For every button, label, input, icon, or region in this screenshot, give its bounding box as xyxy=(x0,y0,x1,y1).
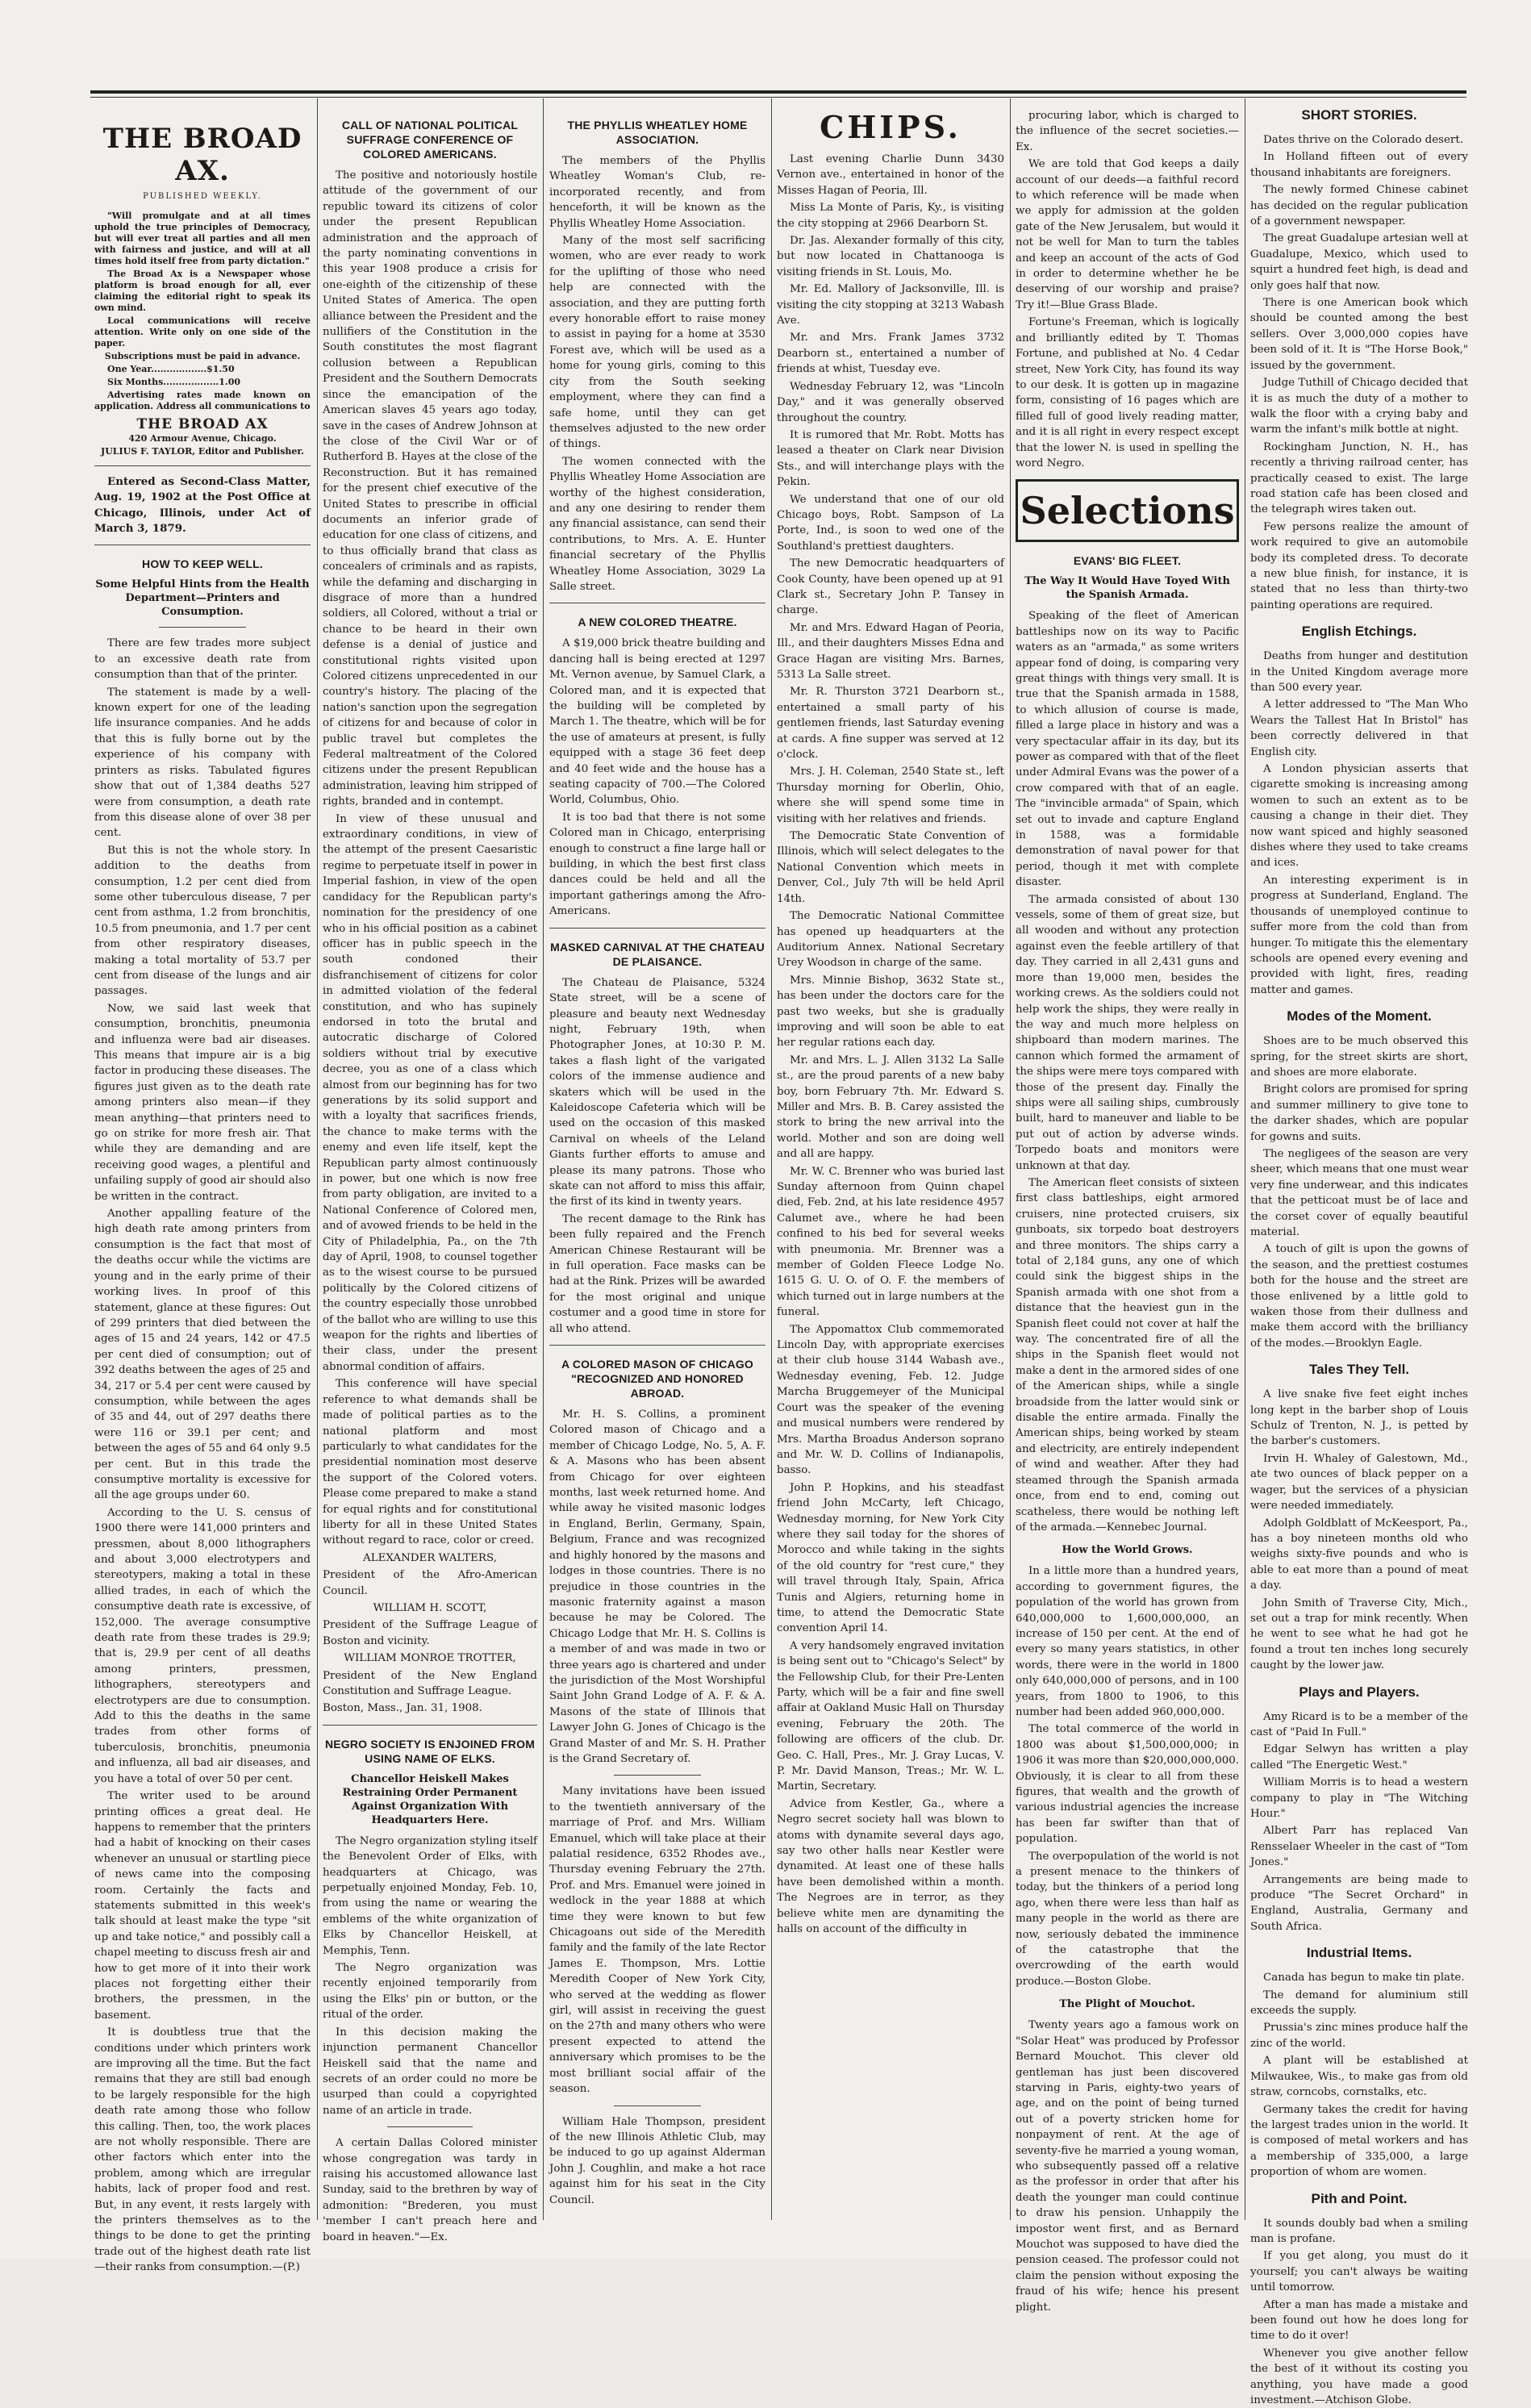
paragraph: The Democratic National Committee has opened up headquarters at the Auditorium Annex. National Secretary Urey Woodson in charge of the same. xyxy=(777,910,1004,970)
paragraph: Deaths from hunger and destitution in the United Kingdom average more than 500 every year. xyxy=(1250,650,1468,694)
paragraph: Many invitations have been issued to the twentieth anniversary of the marriage of Prof. and Mrs. William Emanuel, which will take place at their palatial residence, 6352 Rhodes ave., Thursday evening February the 27th. Prof. and Mrs. Emanuel were joined in wedlock in the year 1888 at which time they were known to but few Chicagoans out side of the Meredith family and the family of the late Rector James E. Thompson, Mrs. Lottie Meredith Cooper of New York City, who served at the wedding as flower girl, will assist in receiving the guest on the 27th and many others who were present expected to attend the anniversary which promises to be the most brilliant social affair of the season. xyxy=(549,1785,766,2096)
signature-name: WILLIAM MONROE TROTTER, xyxy=(344,1652,516,1665)
separator xyxy=(614,2105,700,2106)
paragraph: Dates thrive on the Colorado desert. xyxy=(1263,134,1463,146)
paragraph: Germany takes the credit for having the largest trades union in the world. It is composed of metal workers and has a membership of 335,000, a large proportion of whom are women. xyxy=(1250,2103,1468,2179)
masthead-info: The Broad Ax is a Newspaper whose platform is broad enough for all, ever claiming the editorial right to speak its own mind. xyxy=(94,269,311,314)
paragraph: This conference will have special reference to what demands shall be made of political parties as to the national platform and most particularly to what candidates for the presidential nomination most deserve the support of the Colored voters. Please come prepared to make a stand for equal rights and for constitutional liberty for all in these United States without regard to race, color or creed. xyxy=(323,1378,537,1547)
article-headline: A NEW COLORED THEATRE. xyxy=(578,616,737,629)
paragraph: The total commerce of the world in 1800 was about $1,500,000,000; in 1906 it was more than $20,000,000,000. Obviously, it is clear to all from these figures, that wealth and the growth of various industrial agencies the increase has been far swifter than that of population. xyxy=(1016,1723,1239,1846)
masthead-editor: JULIUS F. TAYLOR, Editor and Publisher. xyxy=(100,445,304,457)
paragraph: Judge Tuthill of Chicago decided that it is as much the duty of a mother to walk the floor with a crying baby and warm the infant's milk bottle at night. xyxy=(1250,377,1468,436)
paragraph: An interesting experiment is in progress at Sunderland, England. The thousands of unemployed continue to suffer more from the cold than from hunger. To mitigate this the elementary schools are opened every evening and provided with light, fires, reading matter and games. xyxy=(1250,874,1468,996)
paragraph: The recent damage to the Rink has been fully repaired and the French American Chinese Restaurant will be in full operation. Face masks can be had at the Rink. Prizes will be awarded for the most original and unique costumer and a good time in store for all who attend. xyxy=(549,1212,766,1335)
paragraph: According to the U. S. census of 1900 there were 141,000 printers and pressmen, about 8,000 lithographers and about 3,000 electrotypers and stereotypers, making a total in these allied trades, in each of which the consumptive death rate is excessive, of 152,000. The average consumptive death rate from these trades is 29.9; that is, 29.9 per cent of all deaths among printers, pressmen, lithographers, stereotypers and electrotypers are due to consumption. Add to this the deaths in the same trades from other forms of tuberculosis, bronchitis, pneumonia and influenza, all bad air diseases, and you have a total of over 50 per cent. xyxy=(94,1506,311,1785)
selections-title: Selections xyxy=(1020,489,1235,533)
paragraph: Now, we said last week that consumption, bronchitis, pneumonia and influenza were bad air diseases. This means that impure air is a big factor in producing these diseases. The figures just given as to the death rate among printers also mean—if they mean anything—that printers need to go on strike for more fresh air. That while they are demanding and are receiving good wages, a plentiful and unfailing supply of good air should also be written in the contract. xyxy=(94,1002,311,1203)
paragraph: Mr. and Mrs. Frank James 3732 Dearborn st., entertained a number of friends at whist, Tuesday eve. xyxy=(777,332,1004,376)
paragraph: Mr. R. Thurston 3721 Dearborn st., entertained a small party of his gentlemen friends, last Saturday evening at cards. A fine supper was served at 12 o'clock. xyxy=(777,686,1004,762)
paragraph: Wednesday February 12, was "Lincoln Day," and it was generally observed throughout the country. xyxy=(777,380,1004,424)
paragraph: Twenty years ago a famous work on "Solar Heat" was produced by Professor Bernard Mouchot. This clever old gentleman has just been discovered starving in Paris, eighty-two years of age, and on the point of being turned out of a poverty stricken home for nonpayment of rent. At the age of seventy-five he married a young woman, who subsequently passed off a relative as the professor in order that after his death the younger man could continue to draw his pension. Unhappily the impostor went first, and as Bernard Mouchot was supposed to have died the pension ceased. The professor could not claim the pension without exposing the fraud of his wife; hence his present plight. xyxy=(1016,2019,1239,2314)
separator xyxy=(549,928,766,929)
section-headline: SHORT STORIES. xyxy=(1301,107,1417,123)
signature-title: President of the Suffrage League of Boston and vicinity. xyxy=(323,1619,537,1647)
section-title-chips: CHIPS. xyxy=(820,109,962,145)
paragraph: A certain Dallas Colored minister whose congregation was tardy in raising his accustomed allowance last Sunday, said to the brethren by way of admonition: "Brederen, you must 'member I can't preach here and board in heaven."—Ex. xyxy=(323,2137,537,2243)
article-headline: MASKED CARNIVAL AT THE CHATEAU DE PLAISANCE. xyxy=(550,940,765,968)
signature-title: President of the New England Constitution and Suffrage League. xyxy=(323,1669,537,1697)
column-rule xyxy=(1010,98,1011,2220)
masthead-entered: Entered as Second-Class Matter, Aug. 19, 1902 at the Post Office at Chicago, Illinois, under Act of March 3, 1879. xyxy=(94,474,311,536)
paragraph: Mr. W. C. Brenner who was buried last Sunday afternoon from Quinn chapel died, Feb. 2nd, at his late residence 4957 Calumet ave., where he had been confined to his bed for several weeks with pneumonia. Mr. Brenner was a member of Golden Fleece Lodge No. 1615 G. U. O. of O. F. the members of which turned out in large numbers at the funeral. xyxy=(777,1165,1004,1319)
column-2 xyxy=(323,105,537,2243)
paragraph: The positive and notoriously hostile attitude of the government of our republic toward its citizens of color under the present Republican administration and the approach of the party nominating conventions in this year 1908 produce a crisis for one-eighth of the citizenship of these United States of America. The open alliance between the President and the nullifiers of the Constitution in the South constitutes the most flagrant collusion between a Republican President and the Southern Democrats since the emancipation of the American slaves 45 years ago today, save in the cases of Andrew Johnson at the close of the Civil War or of Rutherford B. Hayes at the close of the Reconstruction. But it has remained for the present chief executive of the United States to prescribe in official documents an inferior grade of education for one class of citizens, and to thus officially brand that class as concealers of criminals and as rapists, while the defaming and discharging in disgrace of more than a hundred soldiers, all Colored, without a trial or chance to be heard in their own defense is a denial of justice and constitutional rights visited upon Colored citizens unprecedented in our country's history. The placing of the nation's sanction upon the segregation of citizens for and because of color in public travel but completes the Federal maltreatment of the Colored citizens under the present Republican administration, leaving him stripped of rights, branded and in contempt. xyxy=(323,169,537,808)
separator xyxy=(159,627,245,628)
paragraph: Shoes are to be much observed this spring, for the street skirts are short, and shoes are more elaborate. xyxy=(1250,1035,1468,1079)
paragraph: We are told that God keeps a daily account of our deeds—a faithful record to which reference will be made when we apply for admission at the golden gate of the New Jerusalem, but would it not be well for Man to turn the tables and keep an account of the acts of God in order to determine whether he be deserving of our worship and praise? Try it!—Blue Grass Blade. xyxy=(1016,158,1239,311)
paragraph: Albert Parr has replaced Van Rensselaer Wheeler in the cast of "Tom Jones." xyxy=(1250,1825,1468,1869)
article-headline: CALL OF NATIONAL POLITICAL SUFFRAGE CONFERENCE OF COLORED AMERICANS. xyxy=(341,119,519,161)
separator xyxy=(614,1775,700,1776)
paragraph: After a man has made a mistake and been found out how he does long for time to do it over! xyxy=(1250,2298,1468,2343)
paragraph: Another appalling feature of the high death rate among printers from consumption is the fact that most of the deaths occur while the victims are young and in the early prime of their working lives. In proof of this statement, glance at these figures: Out of 299 printers that died between the ages of 15 and 24 years, 142 or 47.5 per cent died of consumption; out of 392 deaths between the ages of 25 and 34, 217 or 5.4 per cent were caused by consumption, while between the ages of 35 and 44, out of 297 deaths there were 116 or 39.1 per cent; and between the ages of 55 and 64 only 9.5 per cent. But in this trade the consumptive mortality is excessive for all the age groups under 60. xyxy=(94,1208,311,1502)
article-subhead: Some Helpful Hints from the Health Department—Printers and Consumption. xyxy=(95,578,310,619)
paragraph: The women connected with the Phyllis Wheatley Home Association are worthy of the highest consideration, and any one desiring to render them any financial assistance, can send their contributions, to Mrs. A. E. Hunter financial secretary of the Phyllis Wheatley Home Association, 3029 La Salle street. xyxy=(549,455,766,593)
paragraph: Amy Ricard is to be a member of the cast of "Paid In Full." xyxy=(1250,1710,1468,1738)
column-5 xyxy=(1016,105,1240,2314)
paragraph: The great Guadalupe artesian well at Guadalupe, Mexico, which used to squirt a hundred feet high, is dead and only goes half that now. xyxy=(1250,232,1468,292)
paragraph: Canada has begun to make tin plate. xyxy=(1263,1972,1465,1984)
top-rule-thin xyxy=(90,97,1466,98)
paragraph: A London physician asserts that cigarette smoking is increasing among women to such an extent as to be causing a change in their diet. They now want spiced and highly seasoned dishes where they used to take creams and ices. xyxy=(1250,763,1468,870)
paragraph: John P. Hopkins, and his steadfast friend John McCarty, left Chicago, Wednesday morning, for New York City where they sail today for the shores of Morocco and while taking in the sights of the old country for "rest cure," they will travel through Italy, Spain, Africa Tunis and Algiers, returning home in time, to attend the Democratic State convention April 14. xyxy=(777,1481,1004,1635)
article-subhead: The Way It Would Have Toyed With the Spanish Armada. xyxy=(1024,575,1230,602)
paragraph: It is rumored that Mr. Robt. Motts has leased a theater on Clark near Division Sts., and will interchange plays with the Pekin. xyxy=(777,428,1004,489)
paragraph: The Appomattox Club commemorated Lincoln Day, with appropriate exercises at their club house 3144 Wabash ave., Wednesday evening, Feb. 12. Judge Marcha Bruggemeyer of the Municipal Court was the speaker of the evening and musical numbers were rendered by Mrs. Martha Broadus Anderson soprano and Mr. W. D. Collins of Indianapolis, basso. xyxy=(777,1323,1004,1477)
signature-title: President of the Afro-American Council. xyxy=(323,1569,537,1597)
masthead-info: Subscriptions must be paid in advance. xyxy=(104,351,301,362)
column-rule xyxy=(317,98,318,2220)
article-headline: NEGRO SOCIETY IS ENJOINED FROM USING NAME OF ELKS. xyxy=(324,1737,536,1765)
paragraph: Bright colors are promised for spring and summer millinery to give tone to the darker shades, which are popular for gowns and suits. xyxy=(1250,1083,1468,1143)
paragraph: A letter addressed to "The Man Who Wears the Tallest Hat In Bristol" has been correctly delivered in that English city. xyxy=(1250,699,1468,758)
section-headline: Plays and Players. xyxy=(1299,1684,1420,1700)
paragraph: In view of these unusual and extraordinary conditions, in view of the attempt of the present Caesaristic regime to perpetuate itself in power in Imperial fashion, in view of the open candidacy for the Republican party's nomination for the presidency of one who in his official position as a cabinet officer has in public speech in the south condoned their disfranchisement of citizens for color in admitted violation of the federal constitution, and who has supinely endorsed in toto the brutal and autocratic discharge of Colored soldiers without trial by executive decree, you as one of a class which almost from our beginning has for two generations by its solid support and with a loyalty that sacrifices friends, the chance to make terms with the enemy and even life itself, kept the Republican party almost continuously in power, but one which is now free from party obligation, are invited to a National Conference of Colored men, and of avowed friends to be held in the City of Philadelphia, Pa., on the 7th day of April, 1908, to counsel together as to the wisest course to be pursued politically by the Colored citizens of the country especially those unrobbed of the ballot who are willing to use this weapon for the rights and liberties of their class, under the present abnormal condition of affairs. xyxy=(323,812,537,1373)
top-rule xyxy=(90,90,1466,94)
column-3 xyxy=(549,105,766,2210)
paragraph: Edgar Selwyn has written a play called "The Energetic West." xyxy=(1250,1743,1468,1772)
article-headline: The Plight of Mouchot. xyxy=(1059,1998,1195,2011)
masthead-rate: One Year..................$1.50 xyxy=(107,364,235,375)
paragraph: Whenever you give another fellow the best of it without its costing you anything, you have made a good investment.—Atchison Globe. xyxy=(1250,2347,1468,2406)
paragraph: William Hale Thompson, president of the new Illinois Athletic Club, may be induced to go up against Alderman John J. Coughlin, and make a hot race against him for his seat in the City Council. xyxy=(549,2115,766,2206)
paragraph: A plant will be established at Milwaukee, Wis., to make gas from old straw, corncobs, cornstalks, etc. xyxy=(1250,2055,1468,2099)
paragraph: But this is not the whole story. In addition to the deaths from consumption, 1.2 per cent died from some other tuberculous disease, 7 per cent from asthma, 1.2 from bronchitis, 10.5 from pneumonia, and 1.7 per cent from other respiratory diseases, making a total mortality of 53.7 per cent from disease of the lungs and air passages. xyxy=(94,844,311,998)
masthead-title-small: THE BROAD AX xyxy=(136,416,269,433)
paragraph: Speaking of the fleet of American battleships now on its way to Pacific waters as an "armada," as some writers appear fond of doing, is comparing very great things with things very small. It is true that the Spanish armada in 1588, to which allusion of course is made, filled a large place in history and was a very spectacular affair in its day, but its power as compared with that of the fleet under Admiral Evans was the power of a crow compared with that of an eagle. The "invincible armada" of Spain, which set out to invade and capture England in 1588, was a formidable demonstration of naval power for that period, though it met with complete disaster. xyxy=(1016,610,1240,889)
masthead-title: THE BROAD AX. xyxy=(102,123,302,187)
section-headline: English Etchings. xyxy=(1301,624,1417,640)
paragraph: In Holland fifteen out of every thousand inhabitants are foreigners. xyxy=(1250,151,1468,179)
paragraph: The demand for aluminium still exceeds the supply. xyxy=(1250,1989,1468,2018)
paragraph: The overpopulation of the world is not a present menace to the thinkers of today, but the thinkers of a period long ago, when there were less than half as many people in the world as there are now, seriously debated the imminence of the catastrophe that the overcrowding of the earth would produce.—Boston Globe. xyxy=(1016,1850,1239,1988)
masthead-info: Advertising rates made known on application. Address all communications to xyxy=(94,390,311,412)
paragraph: Dr. Jas. Alexander formally of this city, but now located in Chattanooga is visiting friends in St. Louis, Mo. xyxy=(777,235,1004,278)
paragraph: If you get along, you must do it yourself; you can't always be waiting until tomorrow. xyxy=(1250,2250,1468,2294)
paragraph: A live snake five feet eight inches long kept in the barber shop of Louis Schulz of Trenton, N. J., is petted by the barber's customers. xyxy=(1250,1388,1468,1448)
column-4 xyxy=(777,105,1004,2210)
paragraph: The Negro organization styling itself the Benevolent Order of Elks, with headquarters at Chicago, was perpetually enjoined Monday, Feb. 10, from using the name or wearing the emblems of the white organization of Elks by Chancellor Heiskell, at Memphis, Tenn. xyxy=(323,1834,537,1957)
paragraph: Mrs. Minnie Bishop, 3632 State st., has been under the doctors care for the past two weeks, but she is gradually improving and will soon be able to eat her regular rations each day. xyxy=(777,974,1004,1050)
selections-banner xyxy=(1016,479,1239,542)
paragraph: The Negro organization was recently enjoined temporarily from using the Elks' pin or button, or the ritual of the order. xyxy=(323,1962,537,2022)
article-headline: HOW TO KEEP WELL. xyxy=(142,557,263,571)
paragraph: A very handsomely engraved invitation is being sent out to "Chicago's Select" by the Fellowship Club, for their Pre-Lenten Party, which will be a fair and fine swell affair at Oakland Music Hall on Thursday evening, February the 20th. The following are officers of the club. Dr. Geo. C. Hall, Pres., Mr. J. Gray Lucas, V. P. Mr. David Manson, Treas.; Mr. W. L. Martin, Secretary. xyxy=(777,1639,1004,1793)
separator xyxy=(387,2126,473,2127)
section-headline: Pith and Point. xyxy=(1311,2190,1408,2206)
separator xyxy=(549,1345,766,1346)
paragraph: William Morris is to head a western company to play in "The Witching Hour." xyxy=(1250,1776,1468,1820)
signature-name: WILLIAM H. SCOTT, xyxy=(373,1601,487,1614)
section-headline: Modes of the Moment. xyxy=(1287,1008,1432,1025)
column-1 xyxy=(94,105,311,2274)
paragraph: Miss La Monte of Paris, Ky., is visiting the city stopping at 2966 Dearborn St. xyxy=(777,202,1004,230)
paragraph: Fortune's Freeman, which is logically and brilliantly edited by T. Thomas Fortune, and published at No. 4 Cedar street, New York City, has found its way to our desk. It is gotten up in magazine form, consisting of 16 pages which are filled full of good lively reading matter, and it is all right in every respect except that the lower N. is used in spelling the word Negro. xyxy=(1016,316,1239,469)
column-6 xyxy=(1250,105,1468,2406)
paragraph: Mrs. J. H. Coleman, 2540 State st., left Thursday morning for Oberlin, Ohio, where she will spend some time in visiting with her relatives and friends. xyxy=(777,766,1004,825)
paragraph: In a little more than a hundred years, according to government figures, the population of the world has grown from 640,000,000 to 1,600,000,000, an increase of 150 per cent. At the end of every so many years statistics, in other words, there were in the world in 1800 only 640,000,000 of persons, and in 100 years, from 1800 to 1906, to this number had been added 960,000,000. xyxy=(1016,1565,1239,1718)
section-headline: Tales They Tell. xyxy=(1308,1362,1410,1378)
paragraph: The members of the Phyllis Wheatley Woman's Club, re-incorporated recently, and from henceforth, it will be known as the Phyllis Wheatley Home Association. xyxy=(549,155,766,230)
paragraph: The American fleet consists of sixteen first class battleships, eight armored cruisers, nine protected cruisers, six gunboats, six torpedo boat destroyers and three monitors. The ships carry a total of 2,184 guns, any one of which could sink the biggest ships in the Spanish armada with one shot from a distance that the heaviest gun in the Spanish fleet could not cover at half the way. The concentrated fire of all the ships in the Spanish fleet would not make a dent in the armored sides of one of the American ships, while a single broadside from the latter would sink or disable the entire armada. Finally the American ships, being worked by steam and electricity, are entirely independent of wind and weather. After they had steamed through the Spanish armada once, from end to end, coming out scatheless, there would be nothing left of the armada.—Kennebec Journal. xyxy=(1016,1176,1239,1534)
paragraph: Arrangements are being made to produce "The Secret Orchard" in England, Australia, Germany and South Africa. xyxy=(1250,1873,1468,1933)
paragraph: There are few trades more subject to an excessive death rate from consumption than that of the printer. xyxy=(94,637,311,682)
paragraph: The Democratic State Convention of Illinois, which will select delegates to the National Convention which meets in Denver, Col., July 7th will be held April 14th. xyxy=(777,830,1004,905)
article-headline: THE PHYLLIS WHEATLEY HOME ASSOCIATION. xyxy=(567,119,748,146)
paragraph: Advice from Kestler, Ga., where a Negro secret society hall was blown to atoms with dynamite several days ago, say two other halls near Kestler were dynamited. At least one of these halls have been demolished within a month. The Negroes are in terror, as they believe white men are dynamiting the halls on account of the difficulty in xyxy=(777,1797,1004,1936)
article-subhead: Chancellor Heiskell Makes Restraining Order Permanent Against Organization With Headquarters Here. xyxy=(342,1772,518,1826)
paragraph: The negligees of the season are very sheer, which means that one must wear very fine underwear, and this indicates that the petticoat must be of lace and the corset cover of equally beautiful material. xyxy=(1250,1147,1468,1238)
paragraph: Adolph Goldblatt of McKeesport, Pa., has a boy nineteen months old who weighs sixty-five pounds and who is able to eat more than a pound of meat a day. xyxy=(1250,1517,1468,1592)
section-headline: Industrial Items. xyxy=(1306,1945,1412,1961)
paragraph: procuring labor, which is charged to the influence of the secret societies.—Ex. xyxy=(1016,110,1239,153)
article-headline: A COLORED MASON OF CHICAGO "RECOGNIZED AND HONORED ABROAD. xyxy=(561,1358,753,1400)
paragraph: The writer used to be around printing offices a great deal. He happens to remember that the printers had a habit of knocking on their cases whenever an unusual or startling piece of news came into the composing room. Certainly the facts and statements submitted in this week's talk should at least make the type "sit up and take notice," and possibly call a chapel meeting to discuss fresh air and how to get more of it into their work places not forgetting either their brothers, the pressmen, in the basement. xyxy=(94,1790,311,2022)
paragraph: We understand that one of our old Chicago boys, Robt. Sampson of La Porte, Ind., is soon to wed one of the Southland's prettiest daughters. xyxy=(777,493,1004,553)
paragraph: Prussia's zinc mines produce half the zinc of the world. xyxy=(1250,2022,1468,2050)
paragraph: Many of the most self sacrificing women, who are ever ready to work for the uplifting of those who need help are connected with the association, and they are putting forth every honorable effort to raise money to assist in paying for a home at 3530 Forest ave, which will be used as a home for young girls, coming to this city from the South seeking employment, where they can find a safe home, until they can get themselves adjusted to the new order of things. xyxy=(549,235,766,451)
paragraph: Mr. H. S. Collins, a prominent Colored mason of Chicago and a member of Chicago Lodge, No. 5, A. F. & A. Masons who has been absent from Chicago for over eighteen months, last week returned home. And while away he visited masonic lodges in England, Berlin, Germany, Spain, Belgium, France and was recognized and highly honored by the masons and lodges in those countries. There is no prejudice in those countries in the masonic fraternity against a mason because he may be Colored. The Chicago Lodge that Mr. H. S. Collins is a member of and was made in two or three years ago is chartered and under the jurisdiction of the Most Worshipful Saint John Grand Lodge of A. F. & A. Masons of the state of Illinois that Lawyer John G. Jones of Chicago is the Grand Master of and Mr. S. H. Prather is the Grand Secretary of. xyxy=(549,1408,766,1765)
paragraph: Few persons realize the amount of work required to give an automobile body its completed dress. To decorate a new blue finish, for instance, it is stated that no less than thirty-two painting operations are required. xyxy=(1250,520,1468,611)
article-headline: How the World Grows. xyxy=(1062,1544,1193,1557)
paragraph: A touch of gilt is upon the gowns of the season, and the prettiest costumes both for the house and the street are those enlivened by a little gold to waken those from their dullness and make them accord with the brilliancy of the modes.—Brooklyn Eagle. xyxy=(1250,1243,1468,1350)
paragraph: The statement is made by a well-known expert for one of the leading life insurance companies. And he adds that this is fully borne out by the experience of his company with printers as risks. Tabulated figures show that out of 1,384 deaths 527 were from consumption, a death rate from this disease alone of over 38 per cent. xyxy=(94,686,311,840)
paragraph: It is too bad that there is not some Colored man in Chicago, enterprising enough to construct a fine large hall or building, in which the best first class dances could be held and all the important gatherings among the Afro-Americans. xyxy=(549,811,766,918)
paragraph: Irvin H. Whaley of Galestown, Md., ate two ounces of black pepper on a wager, but the services of a physician were needed immediately. xyxy=(1250,1452,1468,1513)
paragraph: Last evening Charlie Dunn 3430 Vernon ave., entertained in honor of the Misses Hagan of Peoria, Ill. xyxy=(777,153,1004,197)
masthead-info: Local communications will receive attention. Write only on one side of the paper. xyxy=(94,315,311,349)
paragraph: Mr. Ed. Mallory of Jacksonville, Ill. is visiting the city stopping at 3213 Wabash Ave. xyxy=(777,283,1004,328)
separator xyxy=(323,1725,537,1726)
masthead-rate: Six Months..................1.00 xyxy=(107,377,241,388)
paragraph: It sounds doubly bad when a smiling man is profane. xyxy=(1250,2217,1468,2245)
separator xyxy=(94,465,311,466)
dateline: Boston, Mass., Jan. 31, 1908. xyxy=(323,1702,482,1715)
column-rule xyxy=(771,98,772,2220)
masthead-motto: "Will promulgate and at all times uphold the true principles of Democracy, but will ever treat all parties and all men with fairness and justice, and will at all times hold itself free from party dictation." xyxy=(94,211,311,267)
paragraph: It is doubtless true that the conditions under which printers work are improving all the time. But the fact remains that they are still bad enough to be largely responsible for the high death rate among those who follow this calling. Then, too, the work places are not wholly responsible. There are other factors which enter into the problem, among which are irregular habits, lack of proper food and rest. But, in any event, it rests largely with the printers themselves as to the things to be done to get the printing trade out of the highest death rate list—their ranks from consumption.—(P.) xyxy=(94,2026,311,2274)
paragraph: John Smith of Traverse City, Mich., set out a trap for mink recently. When he went to see what he had got he found a trout ten inches long securely caught by the lower jaw. xyxy=(1250,1596,1468,1672)
column-rule xyxy=(543,98,544,2220)
masthead-weekly: PUBLISHED WEEKLY. xyxy=(143,192,262,201)
signature-name: ALEXANDER WALTERS, xyxy=(363,1551,497,1564)
paragraph: The armada consisted of about 130 vessels, some of them of great size, but all wooden and without any protection against even the feeble artillery of that day. They carried in all 2,431 guns and more than 19,000 men, besides the working crews. As the soldiers could not help work the ships, they were really in the way and much more helpless on shipboard than modern marines. The cannon which formed the armament of the ships were mere toys compared with those of the present day. Finally the ships were all sailing ships, cumbrously built, hard to maneuver and liable to be put out of action by adverse winds. Torpedo boats and monitors were unknown at that day. xyxy=(1016,893,1239,1172)
paragraph: Rockingham Junction, N. H., has recently a thriving railroad center, has practically ceased to exist. The large road station cafe has been closed and the telegraph wires taken out. xyxy=(1250,440,1468,516)
paragraph: The newly formed Chinese cabinet has decided on the regular publication of a government newspaper. xyxy=(1250,184,1468,228)
masthead-address: 420 Armour Avenue, Chicago. xyxy=(128,432,277,444)
paragraph: Mr. and Mrs. Edward Hagan of Peoria, Ill., and their daughters Misses Edna and Grace Hagan are visiting Mrs. Barnes, 5313 La Salle street. xyxy=(777,621,1004,681)
paragraph: A $19,000 brick theatre building and dancing hall is being erected at 1297 Mt. Vernon avenue, by Samuel Clark, a Colored man, and it is expected that the building will be completed by March 1. The theatre, which will be for the use of amateurs at present, is fully equipped with a stage 36 feet deep and 40 feet wide and the house has a seating capacity of 700.—The Colored World, Columbus, Ohio. xyxy=(549,637,766,807)
article-headline: EVANS' BIG FLEET. xyxy=(1073,554,1182,568)
paragraph: Mr. and Mrs. L. J. Allen 3132 La Salle st., are the proud parents of a new baby boy, born February 7th. Mr. Edward S. Miller and Mrs. B. B. Carey assisted the stork to bring the new arrival into the world. Mother and son are doing well and all are happy. xyxy=(777,1054,1004,1161)
paragraph: The Chateau de Plaisance, 5324 State street, will be a scene of pleasure and beauty next Wednesday night, February 19th, when Photographer Jones, at 10:30 P. M. takes a flash light of the varigated colors of the immense audience and skaters which will be used in the Kaleidoscope Cafeteria which will be used on the occasion of this masked Carnival on wheels of the Leland Giants further efforts to amuse and please its many patrons. Those who skate can not afford to miss this affair, the first of its kind in twenty years. xyxy=(549,976,766,1208)
paragraph: In this decision making the injunction permanent Chancellor Heiskell said that the name and secrets of an order could no more be usurped than could a copyrighted name of an article in trade. xyxy=(323,2026,537,2117)
paragraph: The new Democratic headquarters of Cook County, have been opened up at 91 Clark st., Secretary John P. Tansey in charge. xyxy=(777,557,1004,617)
paragraph: There is one American book which should be counted among the best sellers. Over 3,000,000 copies have been sold of it. It is "The Horse Book," issued by the government. xyxy=(1250,297,1468,372)
